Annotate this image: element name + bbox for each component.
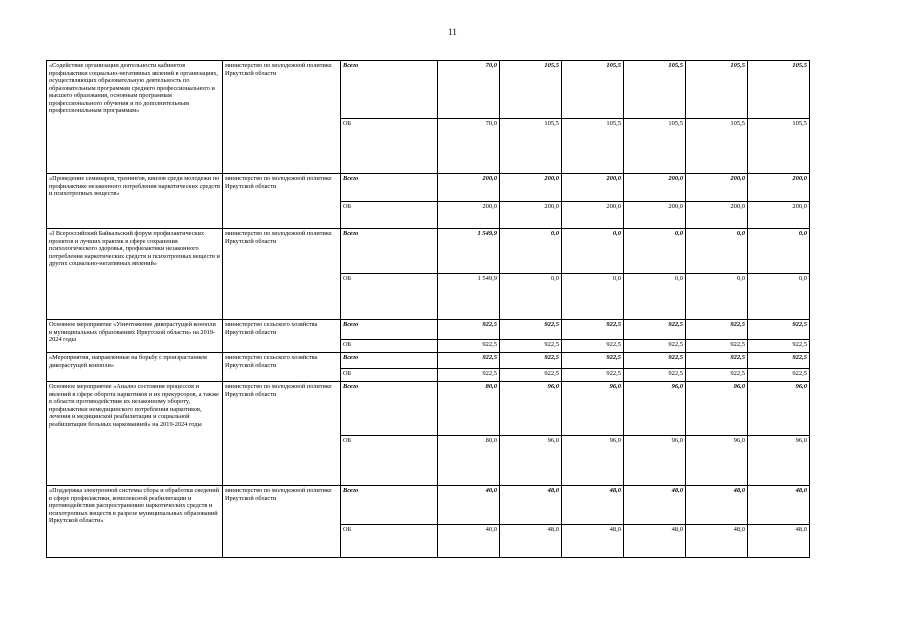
total-value: 96,0 (562, 382, 624, 436)
total-value: 48,0 (562, 486, 624, 525)
total-value: 105,5 (562, 61, 624, 119)
ob-value: 0,0 (500, 274, 562, 320)
activity-name: «Поддержка электронной системы сбора и обработки сведений в сфере профилактики, комплексной реабилитации и противодействия распространению наркотических средств и психотропных веществ в разрезе муниципальных образований Иркутской области» (47, 486, 223, 558)
funding-source-total: Всего (341, 229, 438, 274)
ob-value: 200,0 (438, 202, 500, 229)
funding-source-ob: ОБ (341, 369, 438, 382)
ob-value: 922,5 (438, 369, 500, 382)
ob-value: 922,5 (624, 340, 686, 353)
executor: министерство сельского хозяйства Иркутской области (223, 353, 341, 382)
ob-value: 105,5 (562, 119, 624, 174)
funding-source-ob: ОБ (341, 202, 438, 229)
total-value: 0,0 (562, 229, 624, 274)
ob-value: 70,0 (438, 119, 500, 174)
table-row (47, 320, 810, 340)
total-value: 0,0 (624, 229, 686, 274)
total-value: 96,0 (500, 382, 562, 436)
total-value: 922,5 (624, 320, 686, 340)
ob-value: 200,0 (748, 202, 810, 229)
activity-name: Основное мероприятие «Уничтожение дикорастущей конопли в муниципальных образованиях Иркутской области» на 2019-2024 годы (47, 320, 223, 353)
ob-value: 922,5 (438, 340, 500, 353)
activity-name: «Содействие организации деятельности кабинетов профилактики социально-негативных явлений в организациях, осуществляющих образовательную деятельность по образовательным программам среднего профессионального и высшего образования, основным программам профессионального обучения и по дополнительным профессиональным программам» (47, 61, 223, 174)
activity-name: «Проведение семинаров, тренингов, квизов среди молодежи по профилактике незаконного потребления наркотических средств и психотропных веществ» (47, 174, 223, 229)
funding-source-total: Всего (341, 382, 438, 436)
ob-value: 0,0 (624, 274, 686, 320)
ob-value: 48,0 (748, 525, 810, 558)
ob-value: 922,5 (500, 369, 562, 382)
funding-source-total: Всего (341, 320, 438, 340)
executor: министерство сельского хозяйства Иркутской области (223, 320, 341, 353)
ob-value: 922,5 (562, 369, 624, 382)
total-value: 40,0 (438, 486, 500, 525)
ob-value: 0,0 (748, 274, 810, 320)
ob-value: 922,5 (624, 369, 686, 382)
total-value: 922,5 (624, 353, 686, 369)
ob-value: 200,0 (624, 202, 686, 229)
total-value: 200,0 (748, 174, 810, 202)
ob-value: 40,0 (438, 525, 500, 558)
ob-value: 922,5 (500, 340, 562, 353)
total-value: 70,0 (438, 61, 500, 119)
ob-value: 922,5 (748, 369, 810, 382)
total-value: 200,0 (686, 174, 748, 202)
ob-value: 105,5 (686, 119, 748, 174)
total-value: 200,0 (438, 174, 500, 202)
total-value: 922,5 (500, 353, 562, 369)
total-value: 105,5 (624, 61, 686, 119)
funding-source-total: Всего (341, 174, 438, 202)
total-value: 48,0 (748, 486, 810, 525)
ob-value: 105,5 (624, 119, 686, 174)
ob-value: 105,5 (748, 119, 810, 174)
ob-value: 1 549,9 (438, 274, 500, 320)
total-value: 96,0 (686, 382, 748, 436)
total-value: 0,0 (748, 229, 810, 274)
ob-value: 105,5 (500, 119, 562, 174)
total-value: 200,0 (500, 174, 562, 202)
funding-source-total: Всего (341, 486, 438, 525)
ob-value: 96,0 (748, 436, 810, 486)
ob-value: 96,0 (562, 436, 624, 486)
page-number: 11 (448, 27, 457, 37)
ob-value: 48,0 (500, 525, 562, 558)
total-value: 105,5 (686, 61, 748, 119)
funding-source-ob: ОБ (341, 274, 438, 320)
table-body (47, 61, 810, 558)
total-value: 96,0 (748, 382, 810, 436)
ob-value: 200,0 (500, 202, 562, 229)
table-row (47, 61, 810, 119)
ob-value: 48,0 (686, 525, 748, 558)
table-row (47, 382, 810, 436)
total-value: 922,5 (748, 353, 810, 369)
total-value: 200,0 (624, 174, 686, 202)
ob-value: 48,0 (562, 525, 624, 558)
executor: министерство по молодежной политике Иркутской области (223, 229, 341, 320)
table-row (47, 486, 810, 525)
ob-value: 96,0 (500, 436, 562, 486)
funding-source-ob: ОБ (341, 340, 438, 353)
ob-value: 96,0 (624, 436, 686, 486)
table-row (47, 353, 810, 369)
ob-value: 0,0 (686, 274, 748, 320)
total-value: 200,0 (562, 174, 624, 202)
total-value: 922,5 (562, 353, 624, 369)
total-value: 922,5 (686, 353, 748, 369)
total-value: 922,5 (686, 320, 748, 340)
ob-value: 0,0 (562, 274, 624, 320)
total-value: 105,5 (500, 61, 562, 119)
total-value: 80,0 (438, 382, 500, 436)
total-value: 922,5 (438, 320, 500, 340)
funding-source-total: Всего (341, 61, 438, 119)
executor: министерство по молодежной политике Иркутской области (223, 174, 341, 229)
ob-value: 48,0 (624, 525, 686, 558)
total-value: 105,5 (748, 61, 810, 119)
total-value: 922,5 (748, 320, 810, 340)
activity-name: «Мероприятия, направленные на борьбу с произрастанием дикорастущей конопли» (47, 353, 223, 382)
total-value: 96,0 (624, 382, 686, 436)
funding-source-ob: ОБ (341, 436, 438, 486)
total-value: 1 549,9 (438, 229, 500, 274)
funding-source-ob: ОБ (341, 525, 438, 558)
executor: министерство по молодежной политике Иркутской области (223, 382, 341, 486)
ob-value: 200,0 (686, 202, 748, 229)
total-value: 48,0 (624, 486, 686, 525)
ob-value: 96,0 (686, 436, 748, 486)
total-value: 48,0 (500, 486, 562, 525)
ob-value: 922,5 (562, 340, 624, 353)
ob-value: 922,5 (748, 340, 810, 353)
executor: министерство по молодежной политике Иркутской области (223, 61, 341, 174)
funding-source-ob: ОБ (341, 119, 438, 174)
total-value: 922,5 (562, 320, 624, 340)
executor: министерство по молодежной политике Иркутской области (223, 486, 341, 558)
total-value: 922,5 (500, 320, 562, 340)
total-value: 0,0 (686, 229, 748, 274)
budget-table (46, 60, 810, 558)
table-row (47, 229, 810, 274)
activity-name: «I Всероссийский Байкальский форум профилактических проектов и лучших практик в сфере сохранения психологического здоровья, профилактики незаконного потребления наркотических средств и психотропных веществ и других социально-негативных явлений» (47, 229, 223, 320)
total-value: 0,0 (500, 229, 562, 274)
ob-value: 200,0 (562, 202, 624, 229)
total-value: 922,5 (438, 353, 500, 369)
ob-value: 922,5 (686, 369, 748, 382)
ob-value: 922,5 (686, 340, 748, 353)
total-value: 48,0 (686, 486, 748, 525)
funding-source-total: Всего (341, 353, 438, 369)
ob-value: 80,0 (438, 436, 500, 486)
table-row (47, 174, 810, 202)
activity-name: Основное мероприятие «Анализ состояния процессов и явлений в сфере оборота наркотиков и их прекурсоров, а также в области противодействия их незаконному обороту, профилактики немедицинского потребления наркотиков, лечения и медицинской реабилитации и социальной реабилитации больных наркоманией» на 2019-2024 годы (47, 382, 223, 486)
